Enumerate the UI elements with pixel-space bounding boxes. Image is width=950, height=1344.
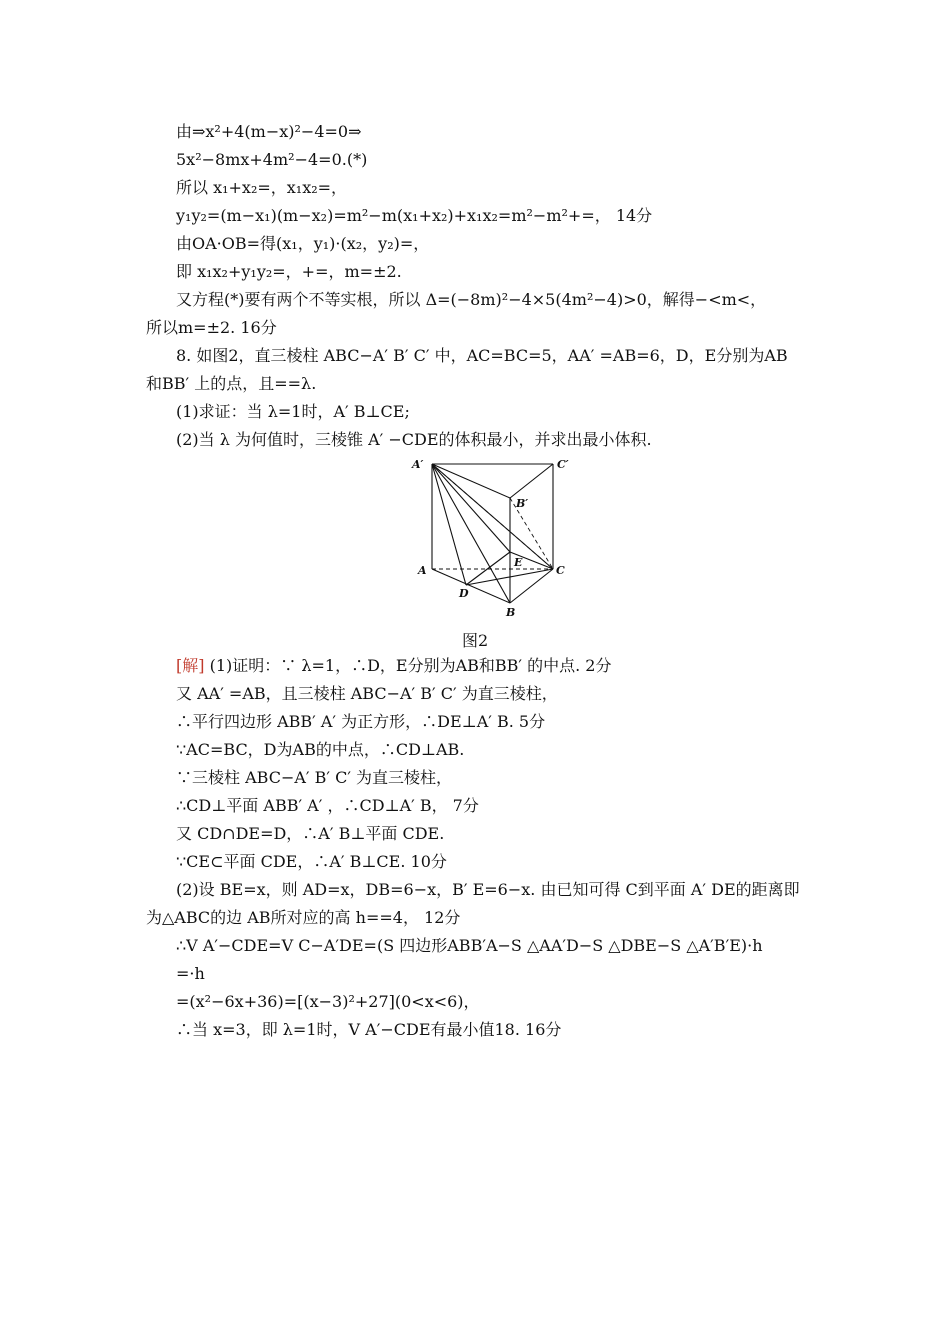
solution-line-8: ∵CE⊂平面 CDE，∴A′ B⊥CE. 10分 xyxy=(176,852,447,871)
solution-line-6: ∴CD⊥平面 ABB′ A′ ，∴CD⊥A′ B， 7分 xyxy=(176,796,479,815)
problem-8-line-2: 和BB′ 上的点，且==λ. xyxy=(146,374,317,393)
label-d: D xyxy=(459,587,469,600)
solution-line-1 xyxy=(176,655,611,677)
solution-text: (1)证明：∵ λ=1，∴D，E分别为AB和BB′ 的中点. 2分 xyxy=(209,656,612,675)
text-line-2: 5x²−8mx+4m²−4=0.(*) xyxy=(176,150,368,169)
problem-8-part-1: (1)求证：当 λ=1时，A′ B⊥CE; xyxy=(176,402,410,421)
solution-line-12: =·h xyxy=(176,964,205,983)
label-e: E xyxy=(514,556,523,569)
figure-caption: 图2 xyxy=(462,631,489,650)
solution-line-3: ∴平行四边形 ABB′ A′ 为正方形，∴DE⊥A′ B. 5分 xyxy=(176,712,546,731)
text-line-5: 由OA·OB=得(x₁，y₁)·(x₂，y₂)=， xyxy=(176,234,430,253)
label-a: A xyxy=(418,564,427,577)
solution-line-13: =(x²−6x+36)=[(x−3)²+27](0<x<6)， xyxy=(176,992,480,1011)
solution-line-4: ∵AC=BC，D为AB的中点，∴CD⊥AB. xyxy=(176,740,465,759)
label-b-prime: B′ xyxy=(516,497,529,510)
solution-line-14: ∴当 x=3，即 λ=1时，V A′−CDE有最小值18. 16分 xyxy=(176,1020,562,1039)
prism-figure xyxy=(410,455,580,620)
solution-line-7: 又 CD∩DE=D，∴A′ B⊥平面 CDE. xyxy=(176,824,445,843)
solution-line-5: ∵三棱柱 ABC−A′ B′ C′ 为直三棱柱， xyxy=(176,768,453,787)
label-c: C xyxy=(556,564,565,577)
label-a-prime: A′ xyxy=(412,458,424,471)
label-c-prime: C′ xyxy=(557,458,569,471)
solution-line-10: 为△ABC的边 AB所对应的高 h==4， 12分 xyxy=(146,908,461,927)
solution-line-2: 又 AA′ =AB，且三棱柱 ABC−A′ B′ C′ 为直三棱柱， xyxy=(176,684,558,703)
solution-tag: [解] xyxy=(176,656,205,675)
label-b: B xyxy=(506,606,516,619)
text-line-8: 所以m=±2. 16分 xyxy=(146,318,277,337)
text-line-1: 由⇒x²+4(m−x)²−4=0⇒ xyxy=(176,122,362,141)
solution-line-9: (2)设 BE=x，则 AD=x，DB=6−x，B′ E=6−x. 由已知可得 C到平面 A′ DE的距离即 xyxy=(176,880,800,899)
text-line-7: 又方程(*)要有两个不等实根，所以 Δ=(−8m)²−4×5(4m²−4)>0，解得−<m<， xyxy=(176,290,767,309)
problem-8-line-1: 8. 如图2，直三棱柱 ABC−A′ B′ C′ 中，AC=BC=5，AA′ =AB=6，D，E分别为AB xyxy=(176,346,788,365)
text-line-6: 即 x₁x₂+y₁y₂=，+=，m=±2. xyxy=(176,262,402,281)
solution-line-11: ∴V A′−CDE=V C−A′DE=(S 四边形ABB′A−S △AA′D−S △DBE−S △A′B′E)·h xyxy=(176,936,763,955)
problem-8-part-2: (2)当 λ 为何值时，三棱锥 A′ −CDE的体积最小，并求出最小体积. xyxy=(176,430,652,449)
text-line-3: 所以 x₁+x₂=，x₁x₂=， xyxy=(176,178,348,197)
text-line-4: y₁y₂=(m−x₁)(m−x₂)=m²−m(x₁+x₂)+x₁x₂=m²−m²+=， 14分 xyxy=(176,206,653,225)
